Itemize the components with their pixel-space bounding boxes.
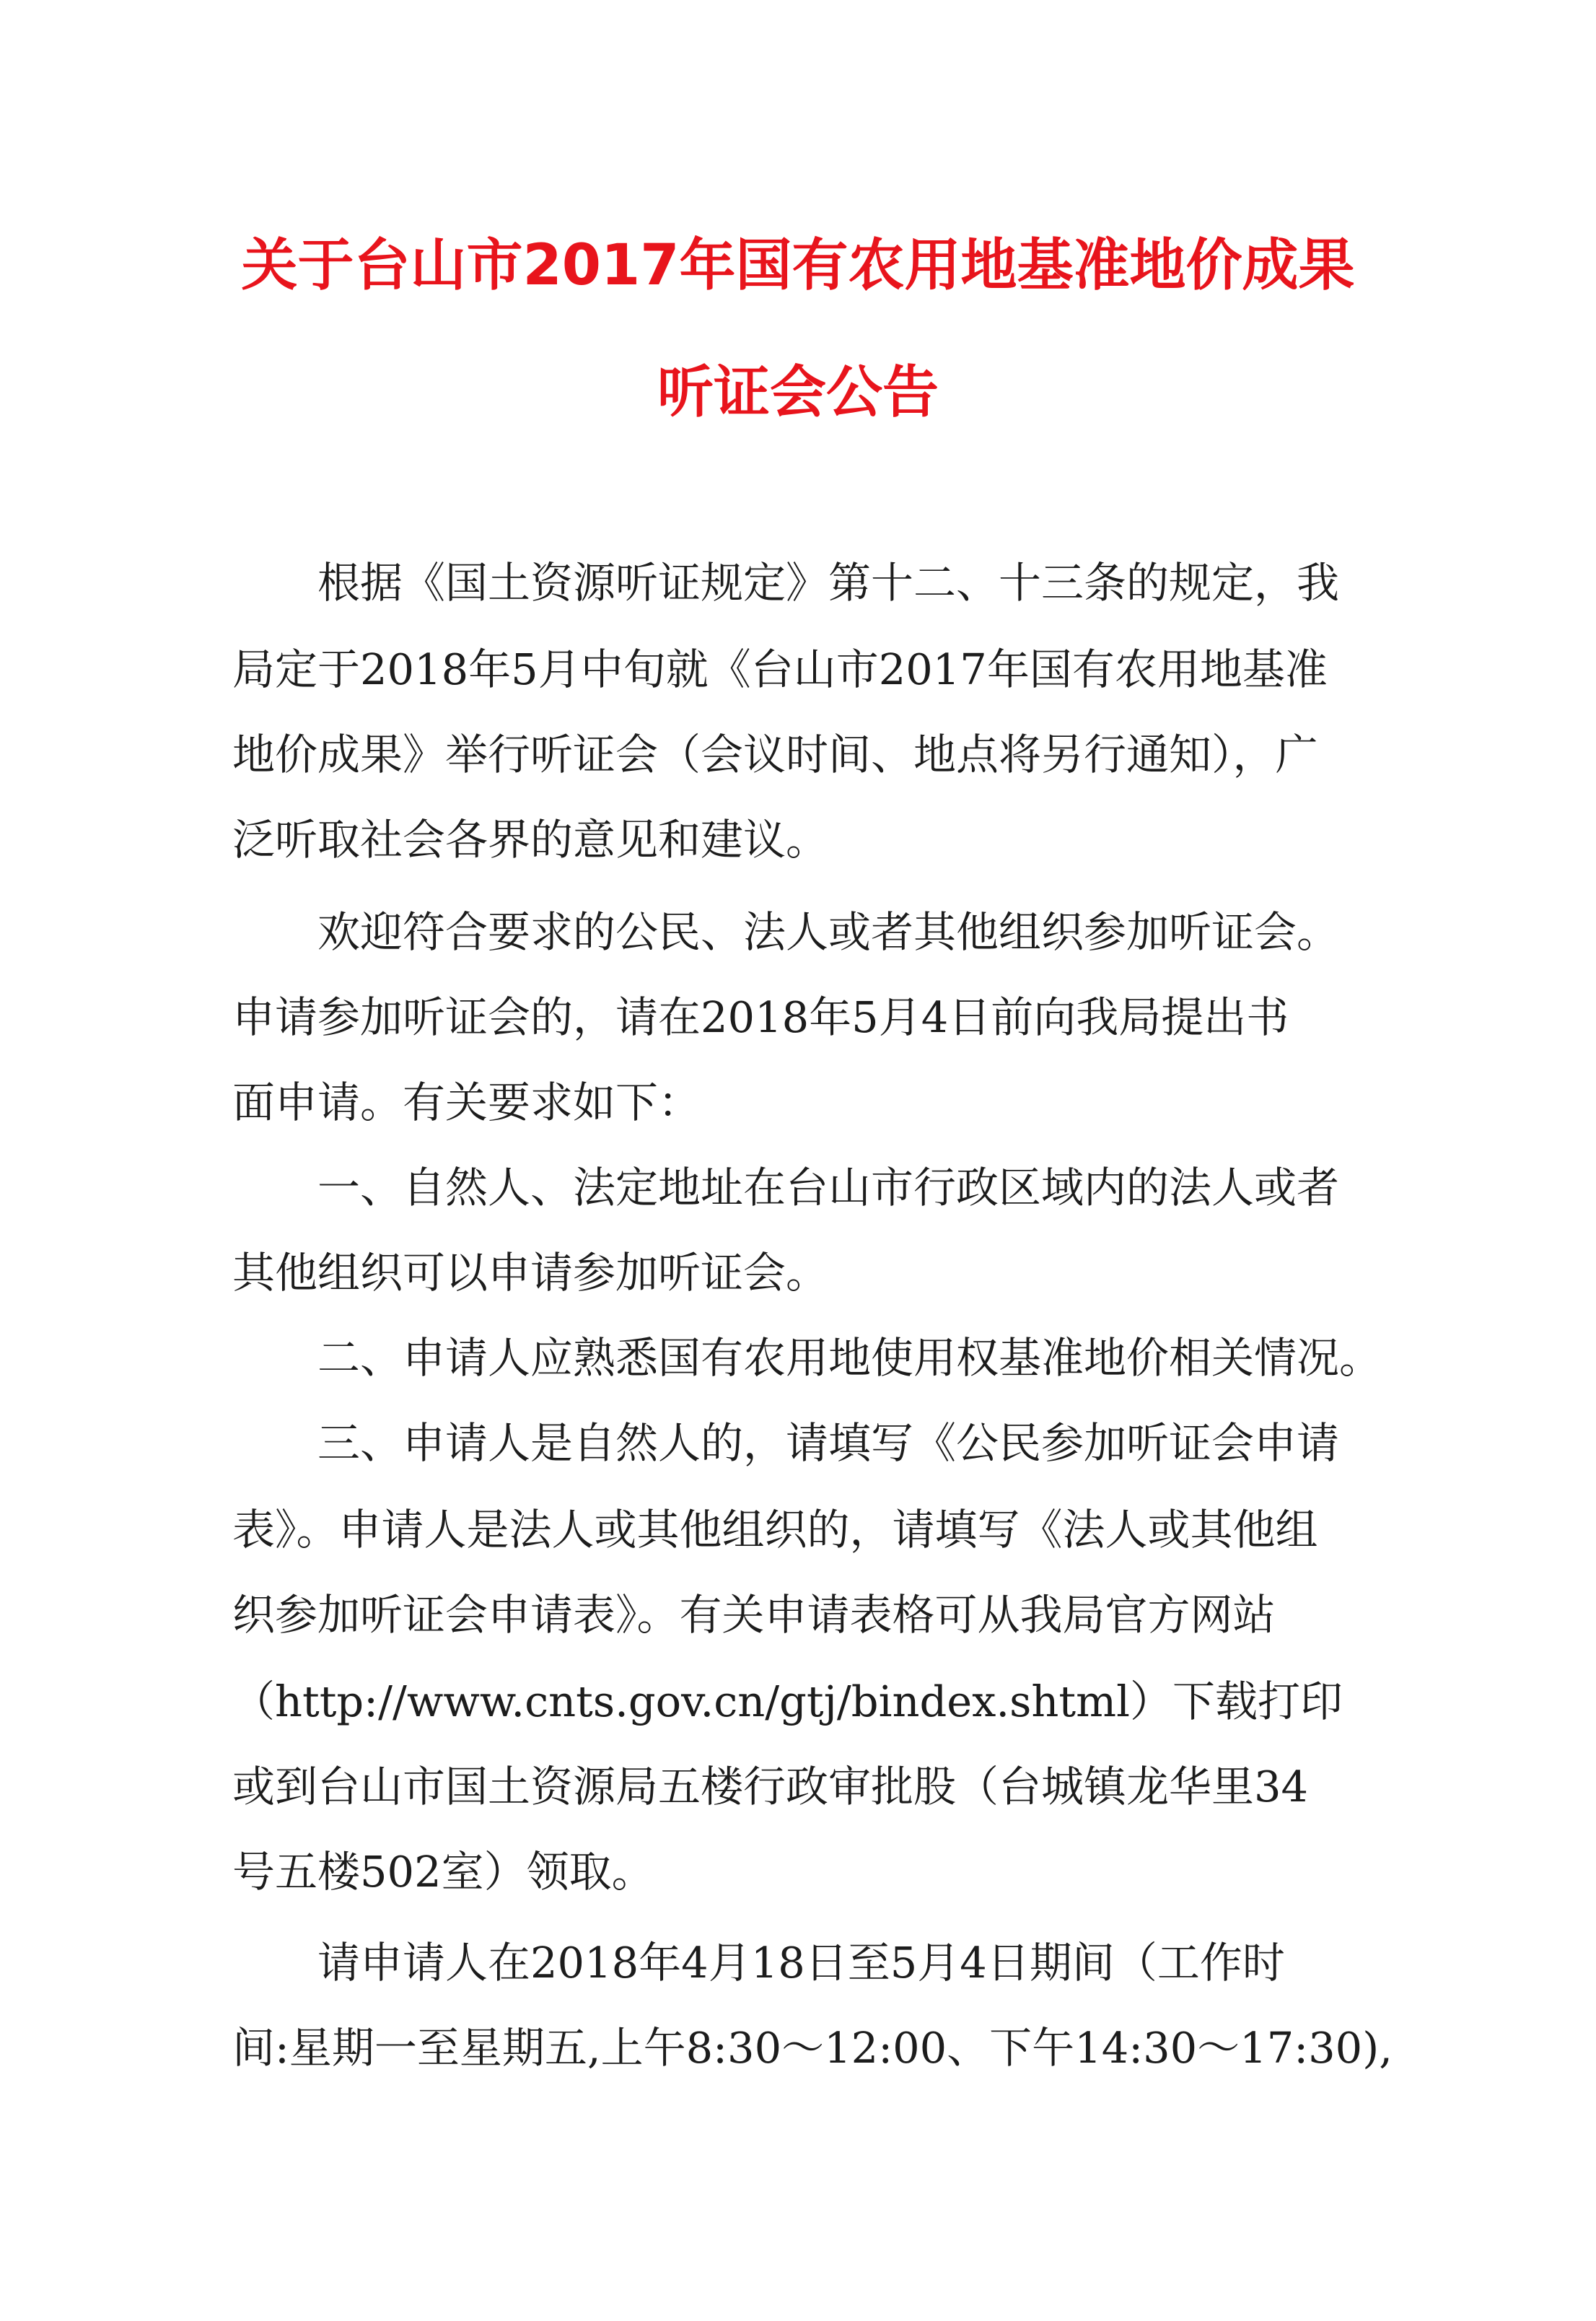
- item-1-line-1: 一、自然人、法定地址在台山市行政区域内的法人或者: [317, 1163, 1340, 1212]
- paragraph-1-line-4: 泛听取社会各界的意见和建议。: [232, 815, 829, 865]
- paragraph-3-line-1: 请申请人在2018年4月18日至5月4日期间（工作时: [317, 1938, 1285, 1988]
- item-2-line-1: 二、申请人应熟悉国有农用地使用权基准地价相关情况。: [317, 1333, 1382, 1383]
- document-title-line-2: 听证会公告: [657, 360, 939, 425]
- item-1-line-2: 其他组织可以申请参加听证会。: [232, 1248, 829, 1298]
- item-3-line-4-url: （http://www.cnts.gov.cn/gtj/bindex.shtml）下载打印: [232, 1677, 1343, 1726]
- paragraph-2-line-2: 申请参加听证会的，请在2018年5月4日前向我局提出书: [232, 992, 1289, 1042]
- paragraph-3-line-2: 间:星期一至星期五,上午8:30～12:00、下午14:30～17:30),: [232, 2023, 1393, 2073]
- paragraph-1-line-3: 地价成果》举行听证会（会议时间、地点将另行通知），广: [232, 730, 1318, 779]
- item-3-line-1: 三、申请人是自然人的，请填写《公民参加听证会申请: [317, 1418, 1340, 1468]
- item-3-line-5: 或到台山市国土资源局五楼行政审批股（台城镇龙华里34: [232, 1762, 1309, 1811]
- paragraph-1-line-1: 根据《国土资源听证规定》第十二、十三条的规定，我: [317, 558, 1340, 608]
- item-3-line-3: 织参加听证会申请表》。有关申请表格可从我局官方网站: [232, 1590, 1276, 1640]
- paragraph-1-line-2: 局定于2018年5月中旬就《台山市2017年国有农用地基准: [232, 644, 1328, 694]
- paragraph-2-line-3: 面申请。有关要求如下：: [232, 1078, 701, 1127]
- paragraph-2-line-1: 欢迎符合要求的公民、法人或者其他组织参加听证会。: [317, 907, 1340, 957]
- document-title-line-1: 关于台山市2017年国有农用地基准地价成果: [241, 233, 1355, 298]
- item-3-line-6: 号五楼502室）领取。: [232, 1847, 654, 1897]
- item-3-line-2: 表》。申请人是法人或其他组织的，请填写《法人或其他组: [232, 1505, 1318, 1555]
